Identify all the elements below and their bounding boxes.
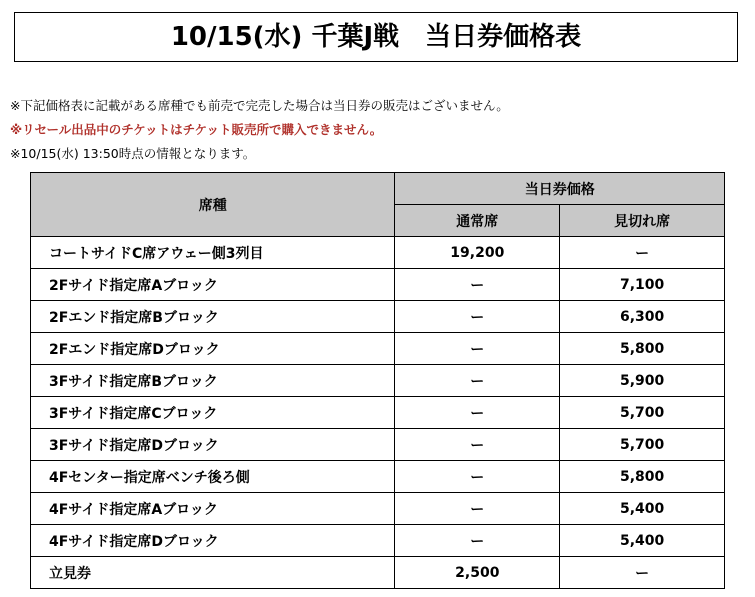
seat-cell: 2Fサイド指定席Aブロック <box>31 269 395 301</box>
seat-cell: 4Fセンター指定席ベンチ後ろ側 <box>31 461 395 493</box>
obstructed-price-cell: 7,100 <box>560 269 725 301</box>
regular-price-cell: ー <box>395 269 560 301</box>
table-row <box>31 333 725 365</box>
seat-cell: コートサイドC席アウェー側3列目 <box>31 237 395 269</box>
regular-price-cell: ー <box>395 461 560 493</box>
seat-cell: 立見券 <box>31 557 395 589</box>
obstructed-price-cell: 5,800 <box>560 461 725 493</box>
obstructed-price-cell: ー <box>560 557 725 589</box>
regular-price-cell: 2,500 <box>395 557 560 589</box>
obstructed-price-cell: 5,400 <box>560 525 725 557</box>
header-obstructed: 見切れ席 <box>560 205 725 237</box>
regular-price-cell: ー <box>395 525 560 557</box>
regular-price-cell: ー <box>395 493 560 525</box>
note-timestamp: ※10/15(水) 13:50時点の情報となります。 <box>10 146 256 161</box>
regular-price-cell: ー <box>395 333 560 365</box>
obstructed-price-cell: 5,700 <box>560 429 725 461</box>
header-regular: 通常席 <box>395 205 560 237</box>
table-row <box>31 429 725 461</box>
regular-price-cell: ー <box>395 365 560 397</box>
page-title: 10/15(水) 千葉J戦 当日券価格表 <box>14 12 738 62</box>
seat-cell: 2Fエンド指定席Dブロック <box>31 333 395 365</box>
note-sold-out: ※下記価格表に記載がある席種でも前売で完売した場合は当日券の販売はございません。 <box>10 98 509 113</box>
note-resale: ※リセール出品中のチケットはチケット販売所で購入できません。 <box>10 122 383 137</box>
table-row <box>31 269 725 301</box>
obstructed-price-cell: 5,700 <box>560 397 725 429</box>
obstructed-price-cell: ー <box>560 237 725 269</box>
obstructed-price-cell: 5,900 <box>560 365 725 397</box>
seat-cell: 2Fエンド指定席Bブロック <box>31 301 395 333</box>
table-row <box>31 525 725 557</box>
seat-cell: 4Fサイド指定席Aブロック <box>31 493 395 525</box>
regular-price-cell: ー <box>395 397 560 429</box>
obstructed-price-cell: 6,300 <box>560 301 725 333</box>
table-row <box>31 365 725 397</box>
table-row <box>31 461 725 493</box>
notes <box>10 94 509 166</box>
table-row <box>31 397 725 429</box>
price-table <box>30 172 725 589</box>
table-row <box>31 237 725 269</box>
header-price-group: 当日券価格 <box>395 173 725 205</box>
regular-price-cell: ー <box>395 429 560 461</box>
header-seat: 席種 <box>31 173 395 237</box>
seat-cell: 3Fサイド指定席Cブロック <box>31 397 395 429</box>
obstructed-price-cell: 5,400 <box>560 493 725 525</box>
regular-price-cell: 19,200 <box>395 237 560 269</box>
regular-price-cell: ー <box>395 301 560 333</box>
seat-cell: 3Fサイド指定席Bブロック <box>31 365 395 397</box>
table-row <box>31 301 725 333</box>
seat-cell: 4Fサイド指定席Dブロック <box>31 525 395 557</box>
seat-cell: 3Fサイド指定席Dブロック <box>31 429 395 461</box>
table-row <box>31 493 725 525</box>
obstructed-price-cell: 5,800 <box>560 333 725 365</box>
table-row <box>31 557 725 589</box>
